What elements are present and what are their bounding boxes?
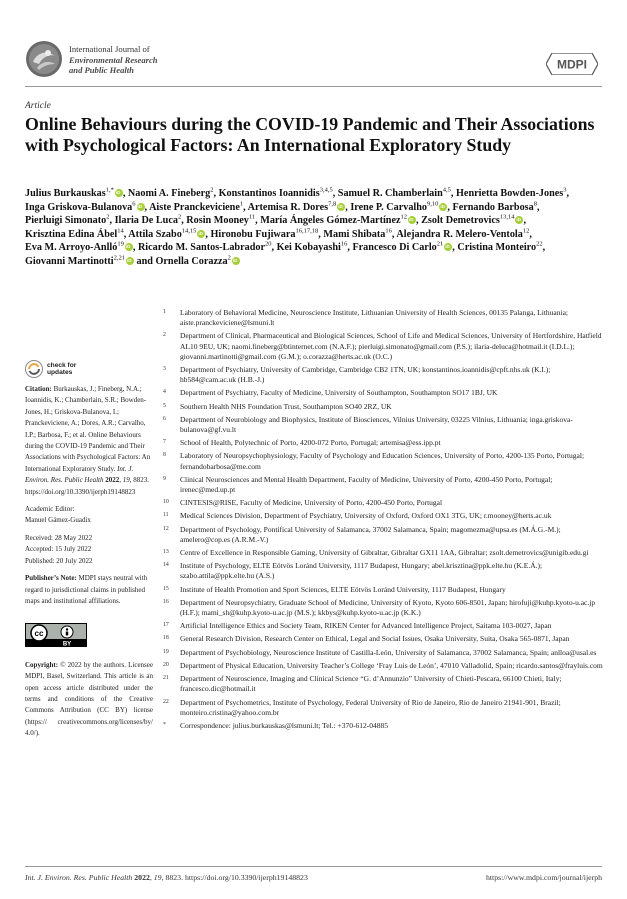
author-name-text: Aiste Pranckeviciene <box>149 201 240 213</box>
affiliation-item <box>163 415 603 435</box>
article-sidebar <box>25 360 153 746</box>
citation-year: 2022 <box>105 476 120 485</box>
author-name-text: Irene P. Carvalho <box>350 201 428 213</box>
affiliation-item <box>163 634 603 644</box>
author-affiliation-sup: 2 <box>210 186 214 194</box>
author-affiliation-sup: 4,5 <box>442 186 451 194</box>
author-name[interactable] <box>128 188 214 199</box>
author-affiliation-sup: 16 <box>340 240 348 248</box>
author-name[interactable] <box>128 229 205 240</box>
orcid-icon[interactable] <box>137 203 145 211</box>
academic-editor-name: Manuel Gámez-Guadix <box>25 516 91 525</box>
affiliation-number: 6 <box>163 415 166 422</box>
affiliation-text: Artificial Intelligence Ethics and Society Team, RIKEN Center for Advanced Intelligence Project, Saitama 103-0027, Japan <box>180 621 552 631</box>
mdpi-logo-icon <box>546 53 598 75</box>
affiliation-text: Institute of Health Promotion and Sport Sciences, ELTE Eötvös Loránd University, 1117 Budapest, Hungary <box>180 584 506 594</box>
affiliation-text: Department of Clinical, Pharmaceutical and Biological Sciences, School of Life and Medical Sciences, University of Hertfordshire, Hatfield AL10 9EU, UK; naomi.fineberg@btinternet.com (N.A.F.); pierluigi.simonato@gmail.com (P.S.); ilaria-deluca@hotmail.it (I.D.L.); giovanni.martinotti@gmail.com (G.M.); o.corazza@herts.ac.uk (O.C.) <box>180 331 602 361</box>
affiliation-text: Department of Neuroscience, Imaging and Clinical Science “G. d’Annunzio” University of Chieti-Pescara, 66100 Chieti, Italy; francesco.dic@hotmail.it <box>180 674 562 694</box>
affiliation-item <box>163 561 603 581</box>
author-name-text: Samuel R. Chamberlain <box>337 188 443 199</box>
publisher-note-label: Publisher’s Note: <box>25 574 77 583</box>
author-name-text: Inga Griskova-Bulanova <box>25 201 133 213</box>
affiliation-number: 20 <box>163 661 169 668</box>
affiliation-text: Department of Psychiatry, University of Cambridge, Cambridge CB2 1TN, UK; konstantinos.ioannidis@cpft.nhs.uk (K.I.); hb584@cam.ac.uk (H.B.-J.) <box>180 365 551 385</box>
affiliation-text: Clinical Neurosciences and Mental Health Department, Faculty of Medicine, University of Porto, 4200-450 Porto, Portugal; irenec@med.up.pt <box>180 474 553 495</box>
author-name[interactable] <box>421 215 523 226</box>
author-name-text: Ornella Corazza <box>155 255 228 267</box>
author-affiliation-sup: 2 <box>227 254 231 262</box>
author-name-text: Zsolt Demetrovics <box>421 215 500 227</box>
affiliation-item <box>163 308 603 328</box>
copyright-block <box>25 660 153 740</box>
affiliation-text: Institute of Psychology, ELTE Eötvös Loránd University, 1117 Budapest, Hungary; abel.krisztina@ppk.elte.hu (K.E.Á.); szabo.attila@ppk.elte.hu (A.S.) <box>180 561 543 581</box>
author-affiliation-sup: 2 <box>177 213 182 221</box>
author-name-text: Konstantinos Ioannidis <box>218 188 320 199</box>
author-name-text: Francesco Di Carlo <box>352 242 437 254</box>
author-affiliation-sup: 1 <box>239 200 244 208</box>
author-affiliation-sup: 20 <box>265 240 272 248</box>
author-name[interactable] <box>138 242 272 253</box>
affiliation-item <box>163 525 603 545</box>
author-name-text: Naomi A. Fineberg <box>127 188 211 199</box>
affiliation-number: 15 <box>163 585 169 592</box>
author-affiliation-sup: 11 <box>248 213 256 221</box>
citation-volume: 19 <box>122 476 130 485</box>
affiliation-text: General Research Division, Research Center on Ethical, Legal and Social Issues, Osaka University, Suita, Osaka 565-0871, Japan <box>180 634 570 644</box>
journal-name-line3: and Public Health <box>69 65 134 75</box>
affiliation-item <box>163 402 603 412</box>
affiliation-item <box>163 331 603 362</box>
author-name-text: Cristina Monteiro <box>457 242 537 254</box>
orcid-icon[interactable] <box>337 203 345 211</box>
publisher-note <box>25 573 153 607</box>
author-affiliation-sup: 3,4,5 <box>319 186 333 194</box>
author-name[interactable] <box>323 229 391 240</box>
affiliation-item <box>163 721 603 731</box>
author-name[interactable] <box>277 242 348 253</box>
citation-doi[interactable]: , 8823. https://doi.org/10.3390/ijerph19148823 <box>25 476 149 496</box>
author-name-text: Fernando Barbosa <box>452 201 534 213</box>
author-name-text: Henrietta Bowden-Jones <box>456 188 564 199</box>
affiliation-number: 18 <box>163 635 169 642</box>
author-name-text: Hironobu Fujiwara <box>210 228 296 240</box>
dates-block <box>25 533 153 567</box>
author-name-text: Rosin Mooney <box>186 215 249 227</box>
copyright-text: © 2022 by the authors. Licensee MDPI, Basel, Switzerland. This article is an open access article distributed under the terms and conditions of the Creative Commons Attribution (CC BY) license (https:// creativecommons.org/licenses/by/ 4.0/). <box>25 660 153 738</box>
journal-name-line2: Environmental Research <box>69 54 158 65</box>
author-name-text: María Ángeles Gómez-Martínez <box>260 215 401 227</box>
affiliation-number: 11 <box>163 512 169 519</box>
author-affiliation-sup: 14 <box>117 227 124 235</box>
footer-year: 2022 <box>134 873 150 882</box>
orcid-icon[interactable] <box>126 257 134 265</box>
affiliation-text: Department of Psychology, Pontifical University of Salamanca, 37002 Salamanca, Spain; magomezma@upsa.es (M.Á.G.-M.); amelero@cop.es (A.R.M.-V.) <box>180 524 561 544</box>
affiliation-item <box>163 388 603 398</box>
affiliation-number: 7 <box>163 439 166 446</box>
affiliation-number: 8 <box>163 452 166 459</box>
cc-badge-text: cc <box>34 629 44 639</box>
affiliation-number: 2 <box>163 332 166 339</box>
affiliation-item <box>163 661 603 671</box>
cc-by-license-icon[interactable] <box>25 623 87 647</box>
author-affiliation-sup: 12 <box>522 227 530 235</box>
orcid-icon[interactable] <box>439 203 447 211</box>
affiliation-text: School of Health, Polytechnic of Porto, 4200-072 Porto, Portugal; artemisa@ess.ipp.pt <box>180 438 441 448</box>
author-name-text: Julius Burkauskas <box>25 188 106 199</box>
author-affiliation-sup: 14,15 <box>181 227 197 235</box>
author-affiliation-sup: 2 <box>106 213 110 221</box>
affiliation-item <box>163 621 603 631</box>
footer-divider <box>25 866 602 867</box>
author-name[interactable] <box>457 242 542 253</box>
author-name[interactable] <box>248 202 346 213</box>
author-name[interactable] <box>456 188 567 199</box>
author-affiliation-sup: 9,10 <box>427 200 439 208</box>
affiliation-number: 22 <box>163 698 169 705</box>
author-name[interactable] <box>155 256 239 267</box>
affiliation-number: 21 <box>163 675 169 682</box>
affiliation-item <box>163 548 603 558</box>
affiliation-item <box>163 648 603 658</box>
affiliation-item <box>163 451 603 471</box>
affiliation-number: 14 <box>163 562 169 569</box>
check-for-updates-badge[interactable] <box>25 360 153 378</box>
author-name[interactable] <box>149 202 243 213</box>
affiliation-number: * <box>163 721 166 728</box>
author-affiliation-sup: 12 <box>400 213 408 221</box>
check-for-updates-line1: check for <box>47 361 77 369</box>
affiliation-number: 10 <box>163 499 169 506</box>
affiliation-item <box>163 365 603 385</box>
author-name[interactable] <box>219 188 333 199</box>
author-affiliation-sup: 7,8 <box>328 200 337 208</box>
affiliation-text: Department of Neuropsychiatry, Graduate School of Medicine, University of Kyoto, Kyoto 606-8501, Japan; hirofuji@kuhp.kyoto-u.ac.jp (H.F.); mami_sh@kuhp.kyoto-u.ac.jp (M.S.); kkbys@kuhp.kyoto-u.ac.jp (K.K.) <box>180 597 596 618</box>
affiliation-number: 4 <box>163 389 166 396</box>
orcid-icon[interactable] <box>515 216 523 224</box>
check-for-updates-line2: updates <box>47 369 73 376</box>
affiliation-number: 13 <box>163 549 169 556</box>
accepted-date: Accepted: 15 July 2022 <box>25 545 92 554</box>
affiliation-item <box>163 511 603 521</box>
author-name[interactable] <box>211 229 319 240</box>
orcid-icon[interactable] <box>197 230 205 238</box>
author-affiliation-sup: 6 <box>132 200 136 208</box>
footer-doi[interactable]: , 8823. https://doi.org/10.3390/ijerph19148823 <box>161 873 308 882</box>
affiliation-item <box>163 498 603 508</box>
author-name-text: Alejandra R. Melero-Ventola <box>396 228 523 240</box>
author-name-text: Giovanni Martinotti <box>25 255 114 267</box>
check-for-updates-icon <box>25 360 43 378</box>
author-name-text: Eva M. Arroyo-Anlló <box>25 242 118 254</box>
author-name[interactable] <box>25 256 134 267</box>
footer-volume: 19 <box>153 873 162 882</box>
affiliation-number: 19 <box>163 648 169 655</box>
academic-editor-label: Academic Editor: <box>25 505 75 514</box>
journal-name-line1: International Journal of <box>69 44 150 54</box>
author-joiner: and <box>136 255 153 267</box>
author-name-text: Attila Szabo <box>128 228 182 240</box>
affiliation-number: 12 <box>163 525 169 532</box>
author-name-text: Artemisa R. Dores <box>247 201 329 213</box>
author-name-text: Krisztina Edina Ábel <box>25 228 118 240</box>
author-name[interactable] <box>396 229 529 240</box>
author-name[interactable] <box>25 215 109 226</box>
header-divider <box>25 86 602 87</box>
affiliation-number: 9 <box>163 475 166 482</box>
author-name[interactable] <box>25 242 133 253</box>
affiliation-text: Department of Neurobiology and Biophysics, Institute of Biosciences, Vilnius University, 03225 Vilnius, Lithuania; inga.griskova-bulanova@gf.vu.lt <box>180 414 573 435</box>
footer-citation: Int. J. Environ. Res. Public Health 2022, 19, 8823. https://doi.org/10.3390/ijerph19148823 <box>25 873 308 882</box>
affiliation-number: 17 <box>163 622 169 629</box>
author-affiliation-sup: 22 <box>536 240 543 248</box>
affiliation-text: Correspondence: julius.burkauskas@lsmuni.lt; Tel.: +370-612-04885 <box>180 720 388 730</box>
affiliation-number: 5 <box>163 402 166 409</box>
affiliation-text: Laboratory of Behavioral Medicine, Neuroscience Institute, Lithuanian University of Health Sciences, 00135 Palanga, Lithuania; aiste.pranckeviciene@lsmuni.lt <box>180 308 569 328</box>
affiliation-number: 3 <box>163 366 166 373</box>
publisher-note-text: MDPI stays neutral with regard to jurisdictional claims in published maps and institutional affiliations. <box>25 574 148 605</box>
affiliation-text: Laboratory of Neuropsychophysiology, Faculty of Psychology and Education Sciences, University of Porto, 4200-135 Porto, Portugal; fernandobarbosa@me.com <box>180 451 585 471</box>
affiliation-text: Centre of Excellence in Responsible Gaming, University of Gibraltar, Gibraltar GX11 1AA, Gibraltar; zsolt.demetrovics@unigib.edu.gi <box>180 548 589 558</box>
affiliation-text: Department of Psychiatry, Faculty of Medicine, University of Southampton, Southampton SO17 1BJ, UK <box>180 388 498 398</box>
author-name[interactable] <box>352 242 452 253</box>
cc-by-text: BY <box>62 641 72 648</box>
affiliation-item <box>163 674 603 694</box>
author-affiliation-sup: 3 <box>563 186 567 194</box>
author-affiliation-sup: 1,* <box>105 186 114 194</box>
orcid-icon[interactable] <box>444 243 452 251</box>
author-affiliation-sup: 2,21 <box>113 254 125 262</box>
author-name-text: Kei Kobayashi <box>276 242 341 254</box>
affiliation-text: Medical Sciences Division, Department of Psychiatry, University of Oxford, Oxford OX1 3TG, UK; r.mooney@herts.ac.uk <box>180 511 552 521</box>
journal-logo-icon <box>25 40 63 78</box>
citation-text: Burkauskas, J.; Fineberg, N.A.; Ioannidis, K.; Chamberlain, S.R.; Bowden-Jones, H.; Griskova-Bulanova, I.; Pranckeviciene, A.; Dores, A.R.; Carvalho, I.P.; Barbosa, F.; et al. Online Behaviours during the COVID-19 Pandemic and Their Associations with Psychological Factors: An International Exploratory Study. <box>25 385 151 473</box>
affiliation-text: Department of Psychometrics, Institute of Psychology, Federal University of Rio de Janeiro, Rio de Janeiro 21941-901, Brazil; monteiro.cristina@yahoo.com.br <box>180 697 561 717</box>
author-affiliation-sup: 19 <box>117 240 124 248</box>
mdpi-logo-text: MDPI <box>557 57 587 72</box>
orcid-icon[interactable] <box>408 216 416 224</box>
received-date: Received: 28 May 2022 <box>25 533 93 542</box>
author-affiliation-sup: 21 <box>436 240 444 248</box>
citation-journal: Int. J. Environ. Res. Public Health <box>25 464 134 485</box>
affiliation-item <box>163 438 603 448</box>
footer-journal-url[interactable]: https://www.mdpi.com/journal/ijerph <box>485 873 602 882</box>
affiliation-text: Department of Psychobiology, Neuroscience Institute of Castilla-León, University of Salamanca, 37002 Salamanca, Spain; anlloa@usal.es <box>180 647 597 657</box>
author-name[interactable] <box>453 202 537 213</box>
author-list: Julius Burkauskas$^{1,*}$iD , Naomi A. Fineberg$^2$, Konstantinos Ioannidis$^{3,4,5}$, Samuel R. Chamberlain$^{4,5}$, Henrietta Bowden-Jones$^3$, Inga Griskova-Bulanova$^6$iD , Aiste Pranckeviciene$^1$, Artemisa R. Dores$^{7,8}$iD , Irene P. Carvalho$^{9,10}$iD , Fernando Barbosa$^8$, Pierluigi Simonato$^2$, Ilaria De Luca$^2$, Rosin Mooney$^{11}$, María Ángeles Gómez-Martínez$^{12}$iD , Zsolt Demetrovics$^{13,14}$iD , Krisztina Edina Ábel$^{14}$, Attila Szabo$^{14,15}$iD , Hironobu Fujiwara$^{16,17,18}$, Mami Shibata$^{16}$, Alejandra R. Melero-Ventola$^{12}$, Eva M. Arroyo-Anlló$^{19}$iD , Ricardo M. Santos-Labrador$^{20}$, Kei Kobayashi$^{16}$, Francesco Di Carlo$^{21}$iD , Cristina Monteiro$^{22}$, Giovanni Martinotti$^{2,21}$iD and Ornella Corazza$^2$iD <box>25 187 605 269</box>
author-name[interactable] <box>260 215 416 226</box>
affiliation-number: 1 <box>163 309 166 315</box>
footer-journal: Int. J. Environ. Res. Public Health <box>25 873 133 882</box>
author-name[interactable] <box>338 188 451 199</box>
orcid-icon[interactable] <box>232 257 240 265</box>
affiliation-text: Department of Physical Education, University Teacher’s College ‘Fray Luis de León’, 47010 Valladolid, Spain; ricardo.santos@frayluis.com <box>180 660 603 670</box>
author-name-text: Pierluigi Simonato <box>25 215 107 227</box>
author-name-text: Mami Shibata <box>323 228 386 240</box>
affiliation-number: 16 <box>163 598 169 605</box>
author-affiliation-sup: 13,14 <box>499 213 515 221</box>
citation-label: Citation: <box>25 385 52 393</box>
author-name[interactable] <box>186 215 255 226</box>
author-name-text: Ricardo M. Santos-Labrador <box>137 242 265 254</box>
published-date: Published: 20 July 2022 <box>25 556 93 565</box>
author-name[interactable] <box>25 229 124 240</box>
author-name[interactable] <box>25 188 123 199</box>
affiliation-list <box>163 308 603 734</box>
affiliation-item <box>163 475 603 495</box>
author-name-text: Ilaria De Luca <box>114 215 178 227</box>
author-affiliation-sup: 8 <box>533 200 537 208</box>
academic-editor-block <box>25 504 153 527</box>
article-type: Article <box>25 101 51 111</box>
orcid-icon[interactable] <box>115 189 123 197</box>
author-affiliation-sup: 16,17,18 <box>295 227 319 235</box>
journal-name <box>69 44 158 76</box>
affiliation-item <box>163 585 603 595</box>
author-name[interactable] <box>25 202 145 213</box>
author-name[interactable] <box>350 202 447 213</box>
author-name[interactable] <box>115 215 182 226</box>
affiliation-item <box>163 598 603 618</box>
article-title: Online Behaviours during the COVID-19 Pandemic and Their Associations with Psychological Factors: An International Exploratory Study <box>25 114 595 155</box>
author-affiliation-sup: 16 <box>385 227 392 235</box>
affiliation-text: CINTESIS@RISE, Faculty of Medicine, University of Porto, 4200-450 Porto, Portugal <box>180 498 443 508</box>
citation-block: Citation: Burkauskas, J.; Fineberg, N.A.; Ioannidis, K.; Chamberlain, S.R.; Bowden-Jones, H.; Griskova-Bulanova, I.; Pranckeviciene, A.; Dores, A.R.; Carvalho, I.P.; Barbosa, F.; et al. Online Behaviours during the COVID-19 Pandemic and Their Associations with Psychological Factors: An International Exploratory Study. Int. J. Environ. Res. Public Health 2022, 19, 8823. https://doi.org/10.3390/ijerph19148823 <box>25 385 151 496</box>
affiliation-text: Southern Health NHS Foundation Trust, Southampton SO40 2RZ, UK <box>180 401 392 411</box>
affiliation-item <box>163 698 603 718</box>
orcid-icon[interactable] <box>125 243 133 251</box>
copyright-label: Copyright: <box>25 660 59 669</box>
